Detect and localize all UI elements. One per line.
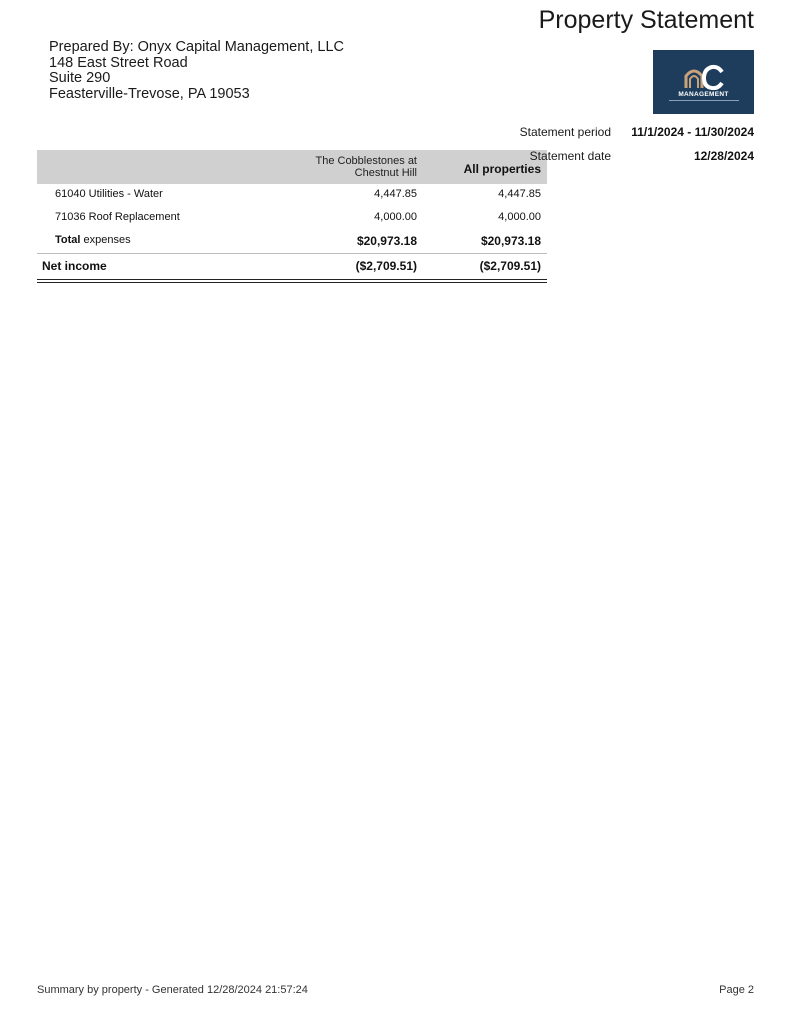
statement-date-label: Statement date bbox=[529, 149, 611, 163]
house-c-logo-icon bbox=[682, 64, 726, 90]
prepared-by-block bbox=[49, 40, 344, 102]
column-header-all-properties: All properties bbox=[463, 162, 541, 176]
total-property-value: $20,973.18 bbox=[356, 234, 417, 248]
row-property-value: 4,447.85 bbox=[374, 188, 417, 200]
total-label: Total expenses bbox=[55, 234, 131, 246]
net-income-label: Net income bbox=[42, 259, 107, 273]
net-income-property-value: ($2,709.51) bbox=[355, 259, 417, 273]
net-income-all-value: ($2,709.51) bbox=[479, 259, 541, 273]
address-line-2: Suite 290 bbox=[49, 70, 111, 86]
address-line-1: 148 East Street Road bbox=[49, 54, 188, 71]
divider bbox=[37, 253, 547, 254]
total-all-value: $20,973.18 bbox=[480, 234, 541, 248]
logo-text: MANAGEMENT bbox=[678, 90, 729, 98]
table-header-cells bbox=[37, 150, 547, 184]
statement-period-value: 11/1/2024 - 11/30/2024 bbox=[631, 125, 754, 139]
total-expenses-row bbox=[37, 230, 547, 253]
row-all-value: 4,000.00 bbox=[498, 211, 541, 223]
double-underline bbox=[37, 279, 547, 283]
company-logo bbox=[653, 50, 754, 114]
column-header-property: The Cobblestones at Chestnut Hill bbox=[315, 155, 417, 179]
footer-page-number: Page 2 bbox=[719, 984, 754, 996]
row-all-value: 4,447.85 bbox=[498, 188, 541, 200]
statement-period-label: Statement period bbox=[519, 125, 611, 139]
row-label: 61040 Utilities - Water bbox=[55, 188, 163, 200]
prepared-by: Prepared By: Onyx Capital Management, LLC bbox=[49, 39, 344, 55]
table-row bbox=[37, 184, 547, 207]
net-income-row bbox=[37, 255, 547, 278]
logo-tagline-rule bbox=[669, 100, 739, 101]
table-row bbox=[37, 207, 547, 230]
address-line-3: Feasterville-Trevose, PA 19053 bbox=[49, 85, 250, 102]
page-title: Property Statement bbox=[538, 6, 754, 34]
footer-generated: Summary by property - Generated 12/28/2024 21:57:24 bbox=[37, 984, 308, 996]
statement-date-value: 12/28/2024 bbox=[693, 149, 754, 163]
row-property-value: 4,000.00 bbox=[374, 211, 417, 223]
row-label: 71036 Roof Replacement bbox=[55, 211, 180, 223]
